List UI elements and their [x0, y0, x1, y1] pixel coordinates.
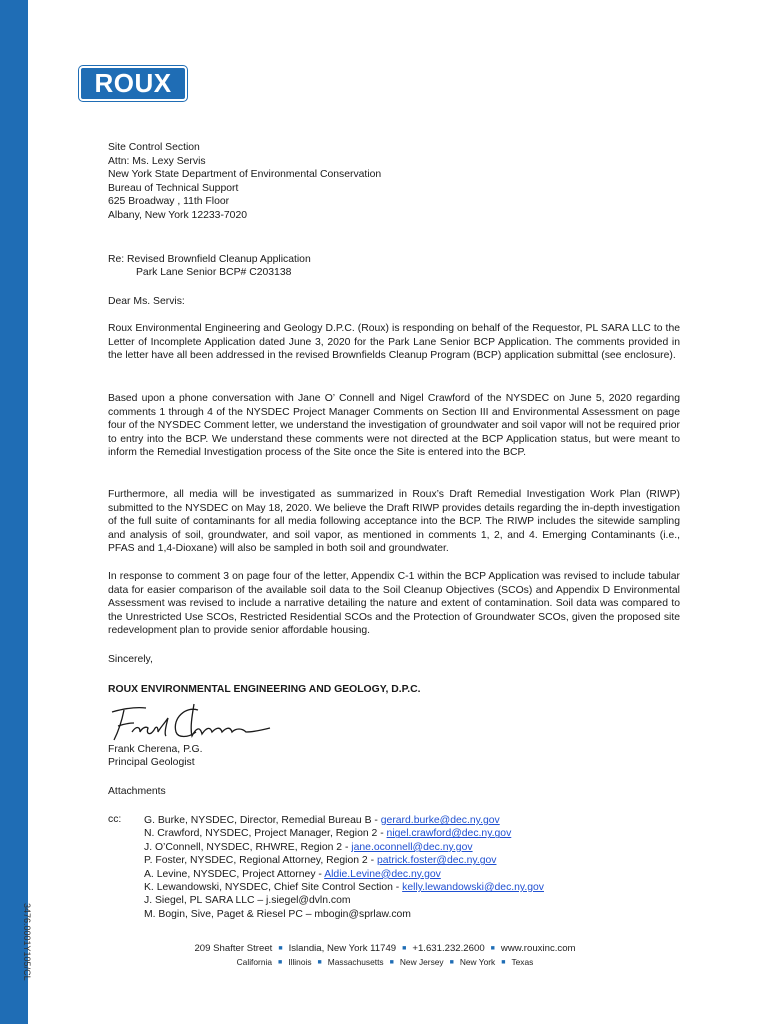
cc-entry: M. Bogin, Sive, Paget & Riesel PC – mbogin@sprlaw.com — [144, 908, 411, 920]
document-code: 3476.0001Y105/CL — [22, 903, 32, 981]
cc-label: cc: — [108, 814, 122, 825]
footer-state: Massachusetts — [327, 957, 384, 967]
address-line: New York State Department of Environmental Conservation — [108, 169, 382, 181]
square-bullet-icon: ■ — [317, 959, 322, 966]
roux-logo — [79, 66, 187, 101]
cc-entry: G. Burke, NYSDEC, Director, Remedial Bureau B - gerard.burke@dec.ny.gov — [144, 815, 500, 826]
square-bullet-icon: ■ — [501, 959, 506, 966]
email-link[interactable]: gerard.burke@dec.ny.gov — [380, 815, 500, 826]
footer-city: Islandia, New York 11749 — [288, 943, 397, 954]
re-project: Park Lane Senior BCP# C203138 — [136, 267, 292, 278]
signer-name: Frank Cherena, P.G. — [108, 744, 203, 755]
recipient-address — [108, 141, 381, 223]
footer-contact — [0, 943, 770, 954]
body-paragraph-4: In response to comment 3 on page four of the letter, Appendix C-1 within the BCP Application was revised to include tabular data for easier comparison of the available soil data to the Soil Cleanup Objectives (SCOs) and Appendix D Environmental Assessment was revised to include a narrative detailing the nature and extent of contamination. Soil data was compared to the Unrestricted Use SCOs, Restricted Residential SCOs and the Protection of Groundwater SCOs, given the proposed site redevelopment plan to provide senior affordable housing. — [108, 571, 680, 637]
cc-entry: K. Lewandowski, NYSDEC, Chief Site Control Section - kelly.lewandowski@dec.ny.gov — [144, 882, 544, 894]
address-line: Attn: Ms. Lexy Servis — [108, 155, 206, 167]
square-bullet-icon: ■ — [490, 945, 495, 952]
email-link[interactable]: kelly.lewandowski@dec.ny.gov — [402, 882, 544, 894]
footer-state: California — [236, 957, 273, 967]
body-paragraph-1: Roux Environmental Engineering and Geology D.P.C. (Roux) is responding on behalf of the Requestor, PL SARA LLC to the Letter of Incomplete Application dated June 3, 2020 for the Park Lane Senior BCP Application. The comments provided in the letter have all been addressed in the revised Brownfields Cleanup Program (BCP) application submittal (see enclosure). — [108, 323, 680, 362]
email-link[interactable]: Aldie.Levine@dec.ny.gov — [324, 868, 441, 880]
body-paragraph-3: Furthermore, all media will be investigated as summarized in Roux’s Draft Remedial Investigation Work Plan (RIWP) submitted to the NYSDEC on May 18, 2020. We believe the Draft RIWP provides details regarding the in-depth investigation of the full suite of contaminants for all media following acceptance into the BCP. The RIWP includes the sitewide sampling and analysis of soil, groundwater, and soil vapor, as mentioned in comments 1, 2, and 4. Emerging Contaminants (i.e., PFAS and 1,4-Dioxane) will also be sampled in both soil and groundwater. — [108, 489, 680, 555]
cc-entry: J. Siegel, PL SARA LLC – j.siegel@dvln.com — [144, 895, 351, 907]
cc-entry: N. Crawford, NYSDEC, Project Manager, Region 2 - nigel.crawford@dec.ny.gov — [144, 828, 512, 840]
square-bullet-icon: ■ — [278, 959, 283, 966]
re-line: Re: Revised Brownfield Cleanup Application — [108, 254, 311, 265]
footer-phone: +1.631.232.2600 — [412, 943, 485, 954]
cc-entry: A. Levine, NYSDEC, Project Attorney - Aldie.Levine@dec.ny.gov — [144, 868, 441, 880]
footer-website[interactable]: www.rouxinc.com — [500, 943, 576, 954]
signature-image — [106, 698, 276, 746]
footer-locations — [0, 957, 770, 967]
company-name: ROUX ENVIRONMENTAL ENGINEERING AND GEOLOGY, D.P.C. — [108, 684, 421, 695]
body-paragraph-2: Based upon a phone conversation with Jane O’ Connell and Nigel Crawford of the NYSDEC on June 5, 2020 regarding comments 1 through 4 of the NYSDEC Project Manager Comments on Section III and Environmental Assessment on page four of the NYSDEC Comment letter, we understand the investigation of groundwater and soil vapor will not be required prior to entry into the BCP. We understand these comments were not directed at the BCP Application status, but were meant to inform the Remedial Investigation process of the Site once the Site is entered into the BCP. — [108, 393, 680, 459]
email-link[interactable]: jane.oconnell@dec.ny.gov — [351, 841, 473, 853]
address-line: 625 Broadway , 11th Floor — [108, 196, 230, 208]
square-bullet-icon: ■ — [449, 959, 454, 966]
cc-entry: P. Foster, NYSDEC, Regional Attorney, Region 2 - patrick.foster@dec.ny.gov — [144, 855, 497, 867]
footer-state: New Jersey — [399, 957, 444, 967]
address-line: Albany, New York 12233-7020 — [108, 209, 248, 221]
square-bullet-icon: ■ — [389, 959, 394, 966]
square-bullet-icon: ■ — [278, 945, 283, 952]
address-line: Site Control Section — [108, 142, 200, 153]
footer-state: Texas — [511, 957, 534, 967]
email-link[interactable]: patrick.foster@dec.ny.gov — [376, 855, 497, 867]
square-bullet-icon: ■ — [402, 945, 407, 952]
logo-text: ROUX — [94, 68, 172, 98]
left-brand-bar — [0, 0, 28, 1024]
footer-state: New York — [459, 957, 496, 967]
attachments-label: Attachments — [108, 786, 166, 797]
footer-state: Illinois — [288, 957, 312, 967]
address-line: Bureau of Technical Support — [108, 182, 239, 194]
closing: Sincerely, — [108, 654, 153, 665]
cc-entry: J. O’Connell, NYSDEC, RHWRE, Region 2 - jane.oconnell@dec.ny.gov — [144, 841, 473, 853]
footer-street: 209 Shafter Street — [194, 943, 273, 954]
cc-list — [144, 814, 544, 921]
email-link[interactable]: nigel.crawford@dec.ny.gov — [386, 828, 512, 840]
salutation: Dear Ms. Servis: — [108, 296, 185, 307]
signer-title: Principal Geologist — [108, 757, 195, 768]
